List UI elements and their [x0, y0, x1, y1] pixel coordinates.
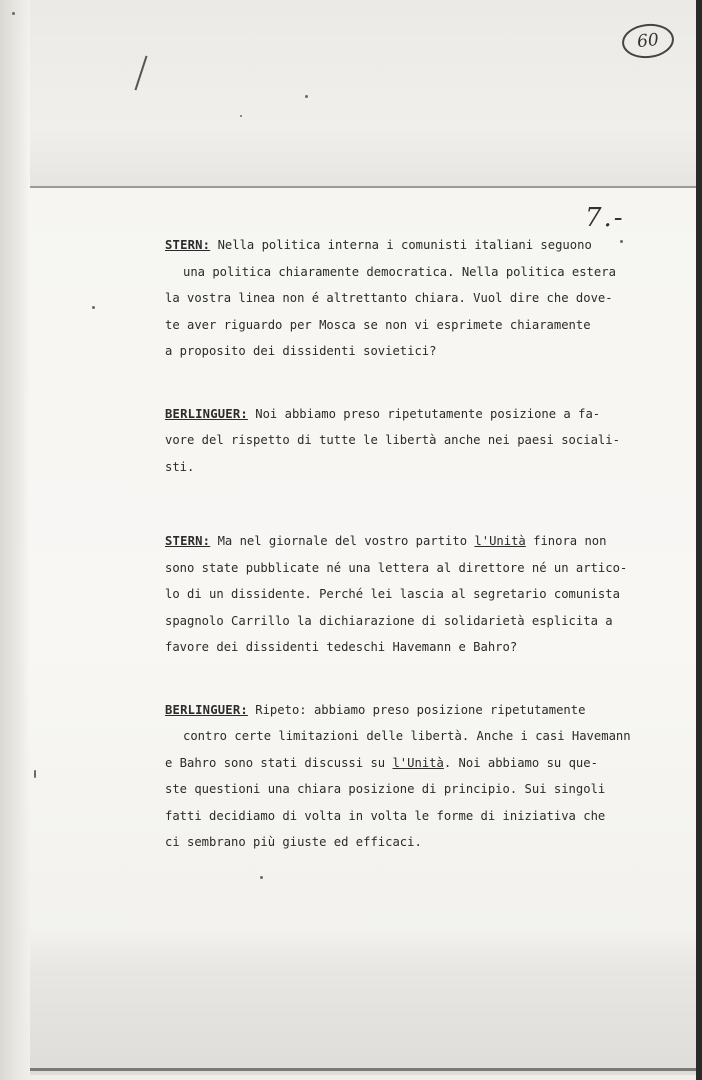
speaker-label: BERLINGUER: — [165, 702, 248, 717]
text-line: Ripeto: abbiamo preso posizione ripetutamente — [247, 702, 586, 717]
scan-speck — [240, 115, 242, 117]
text-line: sti. — [165, 459, 195, 474]
newspaper-title: l'Unità — [474, 534, 526, 548]
text-line: favore dei dissidenti tedeschi Havemann e Bahro? — [165, 640, 518, 654]
speaker-label: STERN: — [165, 238, 211, 252]
newspaper-title: l'Unità — [392, 755, 444, 770]
text-line: Nella politica interna i comunisti italiani seguono — [210, 238, 592, 252]
scan-bottom-band — [30, 930, 696, 1075]
text-line: lo di un dissidente. Perché lei lascia al segretario comunista — [165, 587, 620, 601]
text-line: Noi abbiamo preso ripetutamente posizione a fa- — [247, 406, 601, 421]
scan-speck — [92, 306, 95, 309]
text-line: te aver riguardo per Mosca se non vi esprimete chiaramente — [165, 317, 591, 332]
scan-bottom-line — [30, 1068, 696, 1071]
paragraph-stern-2 — [165, 528, 635, 661]
paragraph-stern-1 — [165, 232, 635, 365]
text-line: vore del rispetto di tutte le libertà anche nei paesi sociali- — [165, 433, 620, 447]
text-segment: finora non — [525, 534, 607, 548]
scan-top-band — [30, 0, 696, 186]
text-segment: Ma nel giornale del vostro partito — [210, 534, 475, 548]
scan-right-edge — [696, 0, 702, 1080]
text-line: una politica chiaramente democratica. Nella politica estera — [183, 264, 616, 279]
scan-left-edge — [0, 0, 30, 1080]
text-segment: . Noi abbiamo su que- — [443, 755, 598, 770]
scan-speck — [34, 770, 36, 778]
page-sequence-number: 7.- — [585, 203, 625, 233]
text-line: a proposito dei dissidenti sovietici? — [165, 344, 437, 358]
interview-text — [165, 232, 635, 892]
scan-fold-line — [30, 186, 696, 188]
speaker-label: BERLINGUER: — [165, 406, 248, 421]
text-line: ci sembrano più giuste ed efficaci. — [165, 835, 422, 849]
circled-page-number: 60 — [620, 21, 675, 60]
text-line: sono state pubblicate né una lettera al direttore né un artico- — [165, 560, 628, 575]
paragraph-berlinguer-2 — [165, 697, 635, 856]
text-line: la vostra linea non é altrettanto chiara. Vuol dire che dove- — [165, 291, 613, 305]
paragraph-berlinguer-1 — [165, 401, 635, 481]
speaker-label: STERN: — [165, 534, 211, 548]
text-line: spagnolo Carrillo la dichiarazione di solidarietà esplicita a — [165, 613, 613, 628]
text-line: fatti decidiamo di volta in volta le forme di iniziativa che — [165, 808, 606, 823]
text-line: contro certe limitazioni delle libertà. Anche i casi Havemann — [183, 729, 631, 743]
text-line: ste questioni una chiara posizione di principio. Sui singoli — [165, 782, 606, 796]
scan-speck — [12, 12, 15, 15]
scan-speck — [305, 95, 308, 98]
text-segment: e Bahro sono stati discussi su — [165, 755, 393, 770]
